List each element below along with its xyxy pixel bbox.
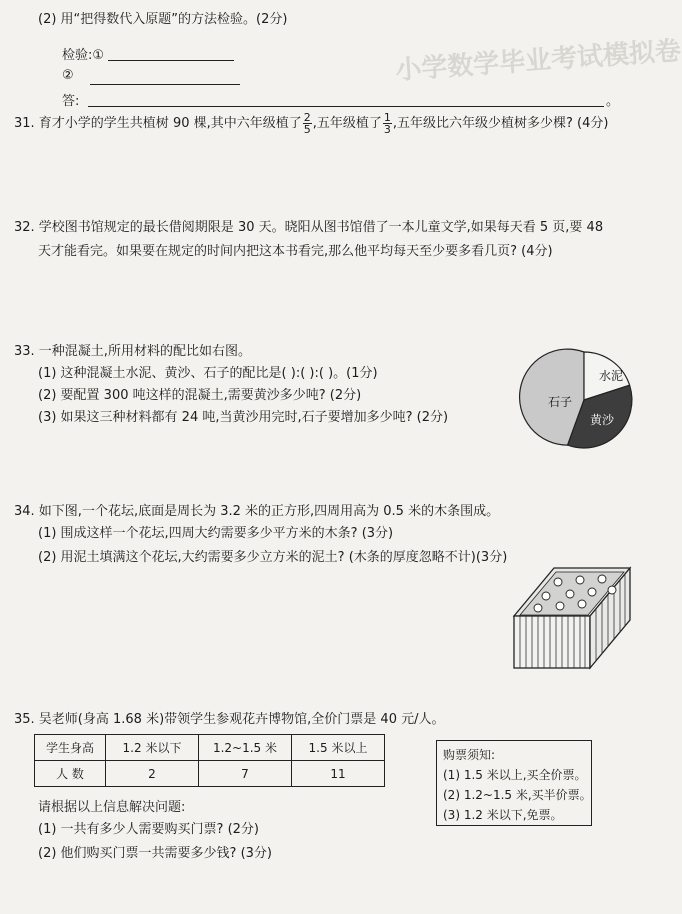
question-34-part1: (1) 围成这样一个花坛,四周大约需要多少平方米的木条? (3分) [38,526,394,541]
fraction-denominator: 3 [383,123,391,136]
fraction-numerator: 1 [383,111,391,124]
check-label-1: 检验:① [62,48,105,63]
question-33-part3: (3) 如果这三种材料都有 24 吨,当黄沙用完时,石子要增加多少吨? (2分) [38,410,449,425]
q31-text-after: ,五年级比六年级少植树多少棵? (4分) [392,116,609,131]
question-33-part1: (1) 这种混凝土水泥、黄沙、石子的配比是( ):( ):( )。(1分) [38,366,378,381]
pie-label-stone: 石子 [548,395,573,409]
question-34-part2: (2) 用泥土填满这个花坛,大约需要多少立方米的泥土? (木条的厚度忽略不计)(3分) [38,550,508,565]
q31-text-middle: ,五年级植了 [312,116,382,131]
bleed-through-text: 小学数学毕业考试模拟卷 [394,36,682,86]
ticket-notice-box [436,740,592,826]
check-label-2: ② [62,68,74,83]
table-header-cell: 1.2~1.5 米 [199,735,292,761]
question-35-instruction: 请根据以上信息解决问题: [38,800,186,815]
table-cell: 11 [292,761,385,787]
question-33-title: 33. 一种混凝土,所用材料的配比如右图。 [14,344,251,359]
mix-ratio-pie-chart [538,337,630,463]
check-blank-1[interactable] [108,60,234,61]
notice-item: (1) 1.5 米以上,买全价票。 [443,768,587,782]
question-34-title: 34. 如下图,一个花坛,底面是周长为 3.2 米的正方形,四周用高为 0.5 米的木条围成。 [14,504,500,519]
question-33-part2: (2) 要配置 300 吨这样的混凝土,需要黄沙多少吨? (2分) [38,388,362,403]
question-32-line1: 32. 学校图书馆规定的最长借阅期限是 30 天。晓阳从图书馆借了一本儿童文学,如果每天看 5 页,要 48 [14,220,604,235]
table-header-cell: 1.5 米以上 [292,735,385,761]
table-header-cell: 1.2 米以下 [106,735,199,761]
question-35-part2: (2) 他们购买门票一共需要多少钱? (3分) [38,846,272,861]
question-35-part1: (1) 一共有多少人需要购买门票? (2分) [38,822,259,837]
answer-blank[interactable] [88,106,604,107]
q30-part2-prompt: (2) 用“把得数代入原题”的方法检验。(2分) [38,12,288,27]
q31-text-before: 31. 育才小学的学生共植树 90 棵,其中六年级植了 [14,116,302,131]
question-35-title: 35. 吴老师(身高 1.68 米)带领学生参观花卉博物馆,全价门票是 40 元/人。 [14,712,445,727]
student-height-table [34,734,385,787]
notice-item: (2) 1.2~1.5 米,买半价票。 [443,788,592,802]
answer-period: 。 [606,94,620,109]
question-32-line2: 天才能看完。如果要在规定的时间内把这本书看完,那么他平均每天至少要多看几页? (4分) [38,244,553,259]
table-cell: 2 [106,761,199,787]
flower-bed-illustration [508,562,634,674]
notice-title: 购票须知: [443,748,496,762]
table-row [35,761,385,787]
answer-label: 答: [62,94,80,109]
table-header-cell: 学生身高 [35,735,106,761]
flower-bed-front [514,616,590,668]
table-row [35,735,385,761]
pie-label-sand: 黄沙 [590,413,615,427]
fraction-denominator: 5 [303,123,311,136]
notice-item: (3) 1.2 米以下,免票。 [443,808,563,822]
fraction-numerator: 2 [303,111,311,124]
pie-label-cement: 水泥 [599,369,624,383]
fraction-one-third [383,112,392,135]
check-blank-2[interactable] [90,84,240,85]
table-cell: 7 [199,761,292,787]
table-cell: 人 数 [35,761,106,787]
fraction-two-fifths [303,112,312,135]
question-31 [14,112,608,136]
